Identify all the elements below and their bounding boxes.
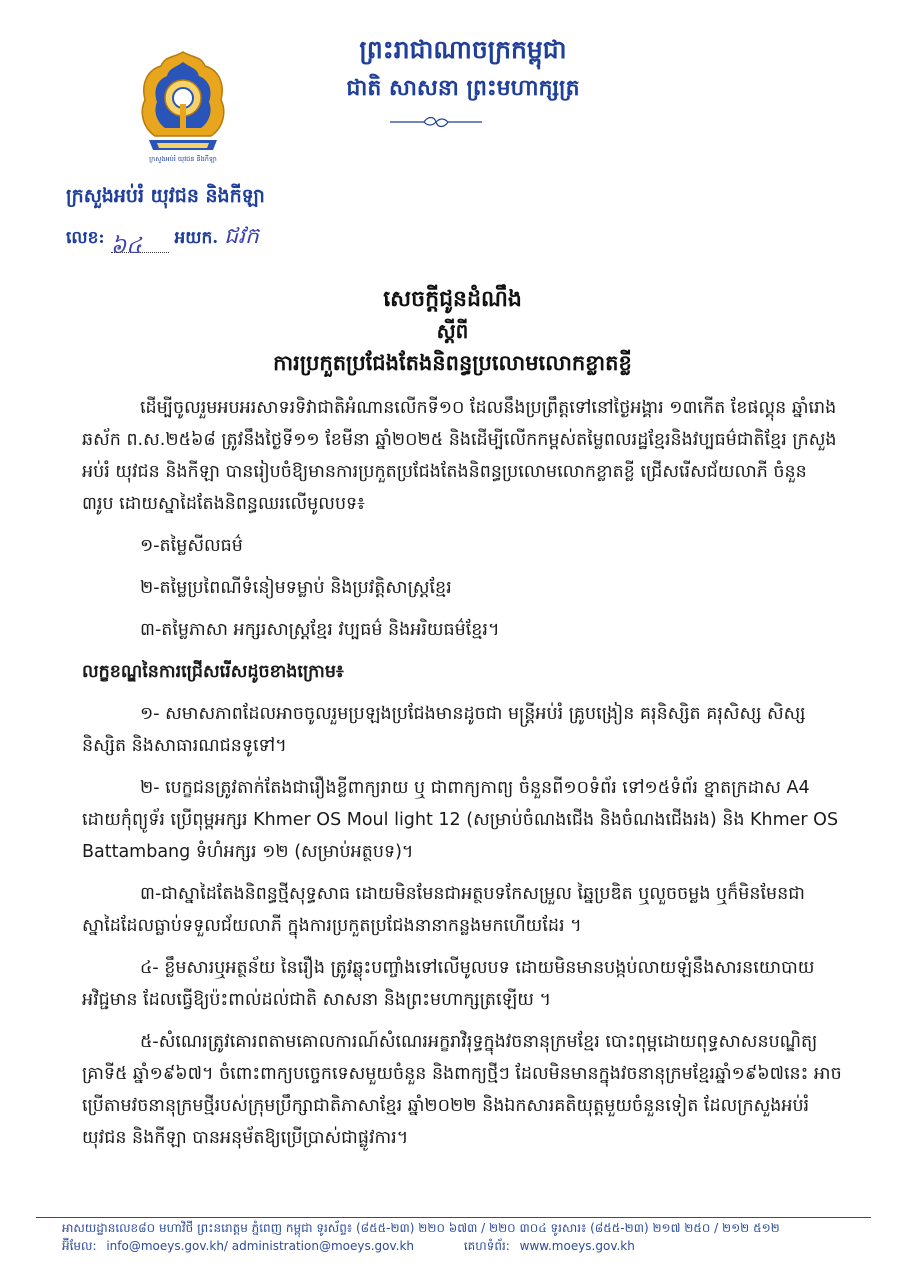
kingdom-title: ព្រះរាជាណាចក្រកម្ពុជា xyxy=(359,35,567,64)
footer-contact xyxy=(62,1219,862,1255)
notice-title: សេចក្តីជូនដំណឹង xyxy=(383,286,522,312)
ministry-emblem-logo xyxy=(135,48,231,166)
criteria-item: ៥-សំណេរត្រូវគោរពតាមគោលការណ៍សំណេរអក្ខរាវិរុទ្ធក្នុងវចនានុក្រមខ្មែរ បោះពុម្ពដោយពុទ្ធសាសនបណ្ឌិត្យគ្រាទី៥ ឆ្នាំ១៩៦៧។ ចំពោះពាក្យបច្ចេកទេសមួយចំនួន និងពាក្យថ្មីៗ ដែលមិនមានក្នុងវចនានុក្រមខ្មែរឆ្នាំ១៩៦៧នេះ អាចប្រើតាមវចនានុក្រមថ្មីរបស់ក្រុមប្រឹក្សាជាតិភាសាខ្មែរ ឆ្នាំ២០២២ និងឯកសារគតិយុត្តមួយចំនួនទៀត ដែលក្រសួងអប់រំ យុវជន និងកីឡា បានអនុម័តឱ្យប្រើប្រាស់ជាផ្លូវការ។ xyxy=(82,1032,842,1148)
footer-address: អាសយដ្ឋានលេខ៨០ មហាវិថី ព្រះនរោត្តម ភ្នំពេញ កម្ពុជា ទូរស័ព្ទ៖ (៨៥៥-២៣) ២២០ ៦៧៣ / ២២០ ៣០៤ ទូរសារ៖ (៨៥៥-២៣) ២១៧ ២៥០ / ២១២ ៥១២ xyxy=(62,1221,780,1235)
criteria-item: ៣-ជាស្នាដៃតែងនិពន្ធថ្មីសុទ្ធសាធ ដោយមិនមែនជាអត្ថបទកែសម្រួល ឆ្នៃប្រឌិត ឬលួចចម្លង ឬក៏មិនមែនជាស្នាដៃដែលធ្លាប់ទទួលជ័យលាភី ក្នុងការប្រកួតប្រជែងនានាកន្លងមកហើយដែរ ។ xyxy=(82,884,805,936)
footer-divider xyxy=(36,1217,871,1218)
ref-code: ជវក xyxy=(224,224,260,249)
emblem-caption: ក្រសួងអប់រំ យុវជន និងកីឡា xyxy=(149,155,217,163)
kingdom-motto: ជាតិ សាសនា ព្រះមហាក្សត្រ xyxy=(346,75,580,101)
reference-number-line xyxy=(66,222,366,259)
criteria-item: ១- សមាសភាពដែលអាចចូលរួមប្រឡងប្រជែងមានដូចជា មន្ត្រីអប់រំ គ្រូបង្រៀន គរុនិស្សិត គរុសិស្ស សិស្ស និស្សិត និងសាធារណជនទូទៅ។ xyxy=(82,704,806,756)
email-link[interactable]: info@moeys.gov.kh/ administration@moeys.gov.kh xyxy=(106,1239,415,1253)
topic-item: ៣-តម្លៃភាសា អក្សរសាស្ត្រខ្មែរ វប្បធម៌ និងអរិយធម៌ខ្មែរ។ xyxy=(140,620,500,640)
notice-subject: ការប្រកួតប្រជែងតែងនិពន្ធប្រលោមលោកខ្លាតខ្លី xyxy=(273,350,632,375)
ref-number: ៦៤ xyxy=(110,234,142,259)
kingdom-header xyxy=(318,30,608,106)
email-label: អ៊ីមែល: xyxy=(62,1239,97,1253)
intro-paragraph: ដើម្បីចូលរួមអបអរសាទរទិវាជាតិអំណានលើកទី១០ ដែលនឹងប្រព្រឹត្តទៅនៅថ្ងៃអង្គារ ១៣កើត ខែផល្គុន ឆ្នាំរោង ឆស័ក ព.ស.២៥៦៨ ត្រូវនឹងថ្ងៃទី១១ ខែមីនា ឆ្នាំ២០២៥ និងដើម្បីលើកកម្ពស់តម្លៃពលរដ្ឋខ្មែរនិងវប្បធម៌ជាតិខ្មែរ ក្រសួងអប់រំ យុវជន និងកីឡា បានរៀបចំឱ្យមានការប្រកួតប្រជែងតែងនិពន្ធប្រលោមលោកខ្លាតខ្លី ជ្រើសរើសជ័យលាភី ចំនួន ៣រូប ដោយស្នាដៃតែងនិពន្ធឈរលើមូលបទ៖ xyxy=(82,398,837,514)
criteria-item: ២- បេក្ខជនត្រូវតាក់តែងជារឿងខ្លីពាក្យរាយ ឬ ជាពាក្យកាព្យ ចំនួនពី១០ទំព័រ ទៅ១៥ទំព័រ ខ្នាតក្រដាស A4 ដោយកុំព្យូទ័រ ប្រើពុម្ពអក្សរ Khmer OS Moul light 12 (សម្រាប់ចំណងជើង និងចំណងជើងរង) និង Khmer OS Battambang ទំហំអក្សរ ១២ (សម្រាប់អត្ថបទ)។ xyxy=(82,778,839,862)
topic-item: ១-តម្លៃសីលធម៌ xyxy=(140,536,243,556)
topic-item: ២-តម្លៃប្រពៃណីទំនៀមទម្លាប់ និងប្រវត្តិសាស្ត្រខ្មែរ xyxy=(140,578,452,598)
website-label: គេហទំព័រ: xyxy=(463,1239,510,1253)
ref-suffix: អយក. xyxy=(174,228,219,248)
criteria-item: ៤- ខ្លឹមសារឬអត្ថន័យ នៃរឿង ត្រូវឆ្លុះបញ្ចាំងទៅលើមូលបទ ដោយមិនមានបង្កប់លាយឡំនឹងសារនយោបាយអវិជ្ជមាន ដែលធ្វើឱ្យប៉ះពាល់ដល់ជាតិ សាសនា និងព្រះមហាក្សត្រឡើយ ។ xyxy=(82,958,815,1010)
ref-label: លេខ: xyxy=(66,228,105,248)
ministry-name: ក្រសួងអប់រំ យុវជន និងកីឡា xyxy=(66,185,265,207)
criteria-heading: លក្ខខណ្ឌនៃការជ្រើសរើសដូចខាងក្រោម៖ xyxy=(82,662,344,682)
website-link[interactable]: www.moeys.gov.kh xyxy=(519,1239,635,1253)
ornament-divider xyxy=(388,114,484,130)
notice-subject-label: ស្តីពី xyxy=(436,319,469,343)
notice-body xyxy=(82,392,842,1154)
